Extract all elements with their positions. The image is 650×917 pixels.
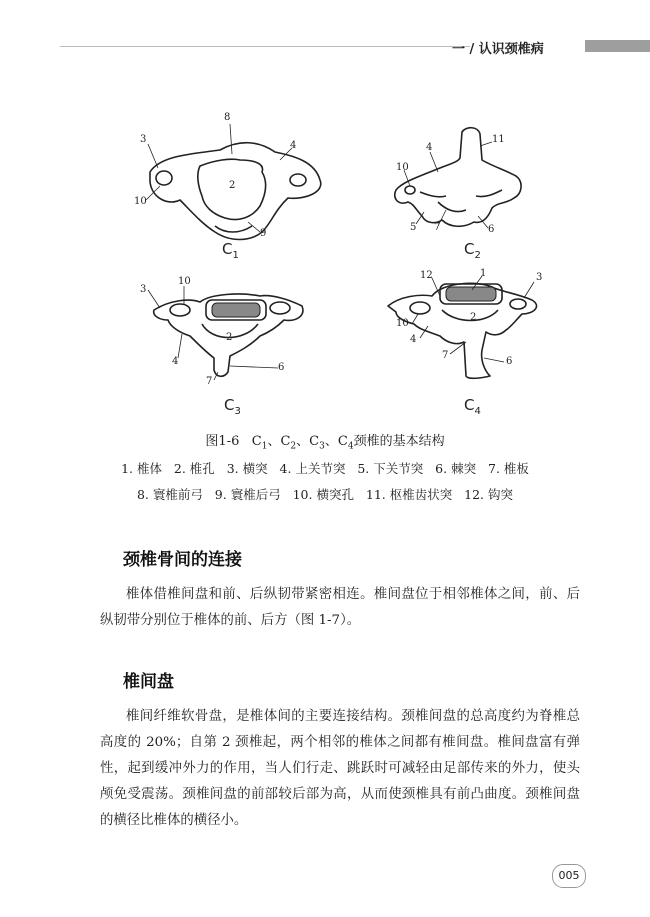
c3-num-4: 4: [172, 356, 179, 367]
c2-num-4: 4: [426, 142, 433, 153]
header-rule: [60, 46, 470, 47]
c1-num-9: 9: [260, 228, 267, 239]
c1-num-8: 8: [224, 112, 231, 123]
c2-num-11: 11: [492, 134, 505, 145]
c4-num-2: 2: [470, 312, 477, 323]
c2-num-7: 7: [434, 222, 441, 233]
figure-legend-line-2: 8. 寰椎前弓 9. 寰椎后弓 10. 横突孔 11. 枢椎齿状突 12. 钩突: [136, 487, 514, 502]
section-title-intervertebral-disc: 椎间盘: [123, 672, 174, 692]
page-number: 005: [552, 864, 586, 888]
c3-num-10: 10: [178, 276, 191, 287]
label-c3: $C_3$: [224, 396, 241, 417]
c4-drawing: [388, 283, 537, 378]
vertebra-drawings: [120, 110, 560, 420]
header-tab-block: [585, 40, 650, 52]
c2-num-10: 10: [396, 162, 409, 173]
c1-atlas-drawing: [150, 143, 321, 240]
label-c2: $C_2$: [464, 240, 481, 261]
header-title: 一 / 认识颈椎病: [452, 42, 544, 57]
c4-num-6: 6: [506, 356, 513, 367]
c1-num-3: 3: [140, 134, 147, 145]
label-c1: $C_1$: [222, 240, 239, 261]
running-header: [0, 38, 650, 57]
c4-num-3: 3: [536, 272, 543, 283]
c1-num-2: 2: [229, 180, 236, 191]
section2-paragraph: 椎间纤维软骨盘，是椎体间的主要连接结构。颈椎间盘的总高度约为脊椎总高度的 20%；自第 2 颈椎起，两个相邻的椎体之间都有椎间盘。椎间盘富有弹性，起到缓冲外力的作用，当人们行走、跳跃时可减轻由足部传来的外力，使头颅免受震荡。颈椎间盘的前部较后部为高，从而使颈椎具有前凸曲度。颈椎间盘的横径比椎体的横径小。: [100, 709, 580, 828]
vertebra-figure: [120, 110, 560, 420]
c3-num-6: 6: [278, 362, 285, 373]
c4-num-4: 4: [410, 334, 417, 345]
c2-num-6: 6: [488, 224, 495, 235]
section-title-vertebral-connection: 颈椎骨间的连接: [123, 550, 242, 570]
c2-num-5: 5: [410, 222, 417, 233]
c1-num-10: 10: [134, 196, 147, 207]
c3-num-7: 7: [206, 376, 213, 387]
c4-num-1: 1: [480, 268, 487, 279]
c3-num-2: 2: [226, 332, 233, 343]
c4-num-10: 10: [396, 318, 409, 329]
figure-legend-line-1: 1. 椎体 2. 椎孔 3. 横突 4. 上关节突 5. 下关节突 6. 棘突 7. 椎板: [121, 461, 529, 476]
c4-num-12: 12: [420, 270, 433, 281]
section1-paragraph: 椎体借椎间盘和前、后纵韧带紧密相连。椎间盘位于相邻椎体之间，前、后纵韧带分别位于椎体的前、后方（图 1-7）。: [100, 587, 580, 628]
figure-caption: 图1-6 $C_1$、$C_2$、$C_3$、$C_4$颈椎的基本结构: [205, 434, 445, 452]
c1-num-4: 4: [290, 140, 297, 151]
c4-num-7: 7: [442, 350, 449, 361]
label-c4: $C_4$: [464, 396, 481, 417]
c3-num-3: 3: [140, 284, 147, 295]
